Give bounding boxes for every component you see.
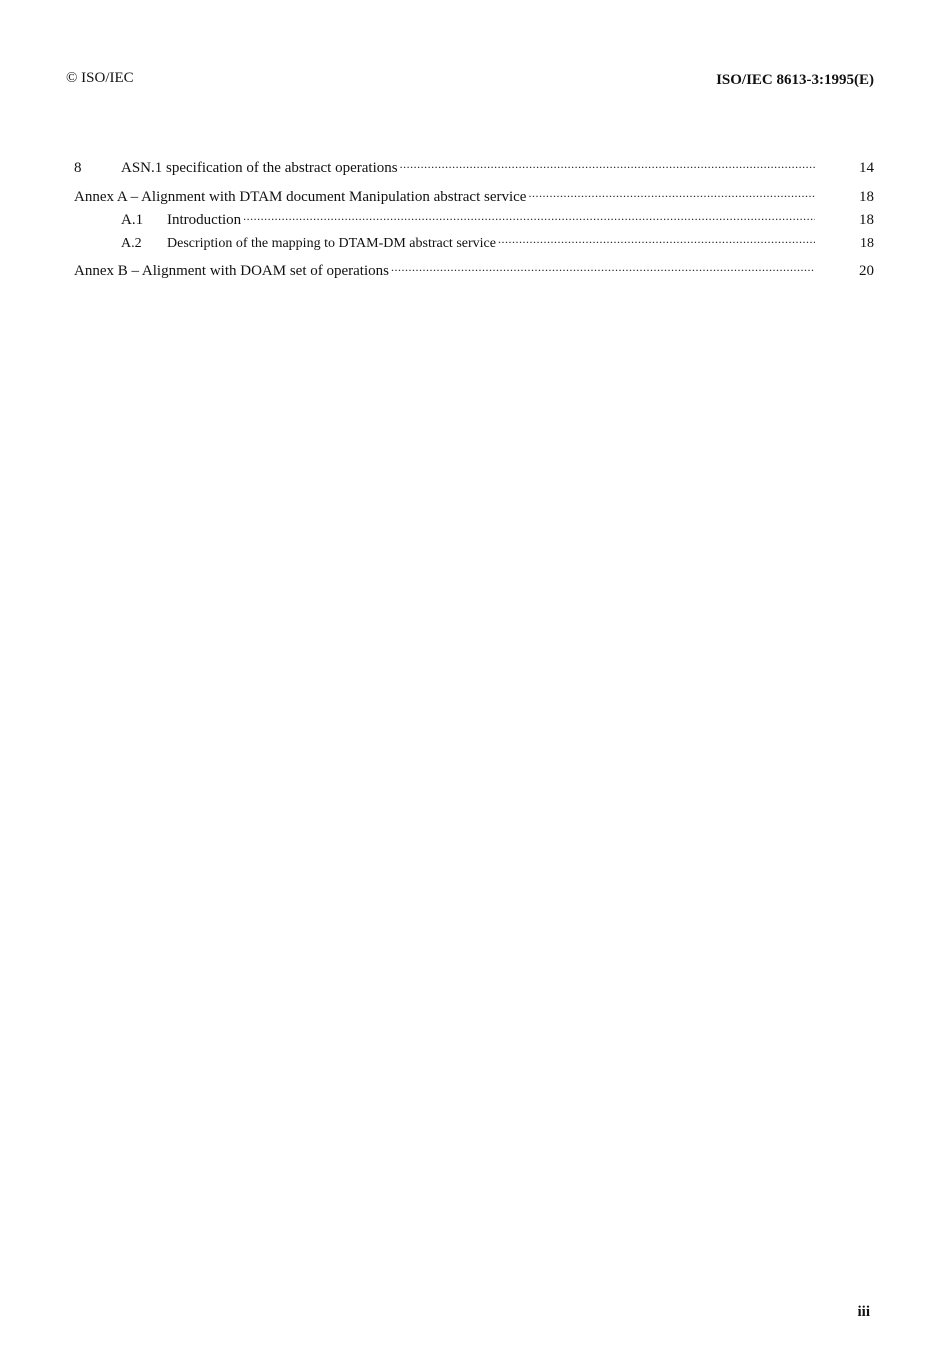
toc-entry-page: 14 (859, 160, 874, 176)
toc-entry-page: 18 (859, 189, 874, 205)
toc-dot-leader (391, 260, 815, 275)
toc-entry-page: 18 (859, 212, 874, 228)
header-copyright: © ISO/IEC (66, 70, 134, 86)
toc-entry-title: Description of the mapping to DTAM-DM abstract service (167, 236, 496, 251)
toc-dot-leader (400, 157, 815, 172)
toc-entry-page: 18 (860, 236, 874, 251)
toc-entry-page: 20 (859, 263, 874, 279)
toc-entry-number: A.2 (121, 236, 142, 251)
toc-entry-number: A.1 (121, 212, 144, 228)
page-number: iii (857, 1304, 870, 1320)
toc-entry[interactable] (74, 157, 874, 177)
toc-dot-leader (243, 209, 815, 224)
toc-entry-title: Annex A – Alignment with DTAM document Manipulation abstract service (74, 189, 527, 205)
toc-entry[interactable] (121, 209, 874, 229)
toc-dot-leader (528, 186, 815, 201)
toc-entry[interactable] (74, 186, 874, 206)
toc-entry-title: ASN.1 specification of the abstract operations (121, 160, 398, 176)
header-standard-number: ISO/IEC 8613-3:1995(E) (716, 72, 874, 88)
toc-entry[interactable] (121, 233, 874, 252)
toc-entry-number: 8 (74, 160, 82, 176)
toc-dot-leader (498, 233, 815, 247)
toc-entry-title: Annex B – Alignment with DOAM set of operations (74, 263, 389, 279)
toc-entry-title: Introduction (167, 212, 242, 228)
toc-entry[interactable] (74, 260, 874, 280)
